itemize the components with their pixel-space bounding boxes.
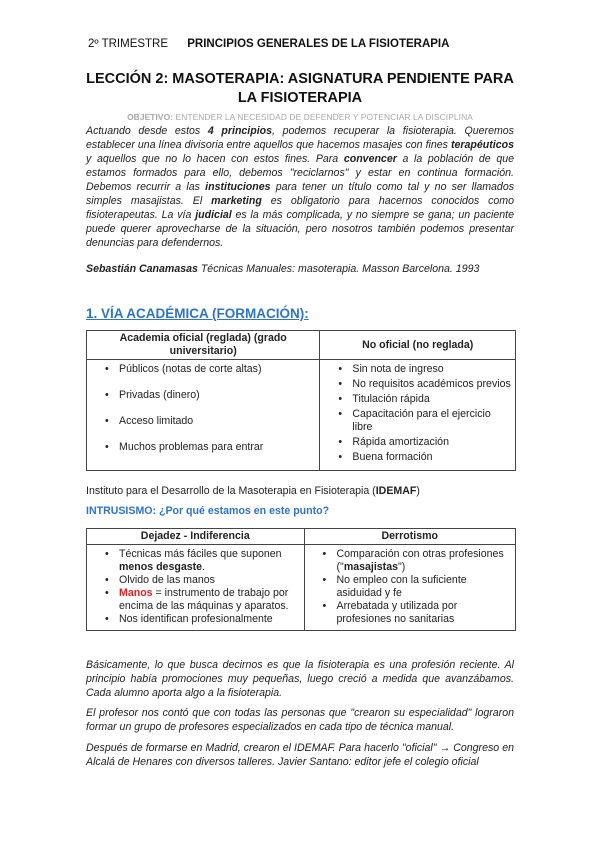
academic-table-header-row — [87, 331, 516, 360]
objective-label: OBJETIVO: — [127, 112, 174, 122]
lesson-title — [86, 70, 514, 108]
unofficial-cell — [320, 360, 516, 471]
lesson-title-line-1: LECCIÓN 2: MASOTERAPIA: ASIGNATURA PENDIENTE PARA — [86, 71, 514, 87]
official-list — [91, 363, 315, 454]
citation-author: Sebastián Canamasas — [86, 263, 198, 275]
intro-bold-judicial: judicial — [195, 209, 232, 221]
item-highlight-manos: Manos — [119, 587, 153, 599]
list-item: • Nos identifican profesionalmente — [119, 613, 300, 626]
list-item: • No empleo con la suficiente asiduidad y fe — [337, 574, 511, 600]
institute-acronym: IDEMAF — [375, 485, 417, 497]
official-cell — [87, 360, 320, 471]
intrusismo-table — [86, 528, 516, 631]
list-item — [119, 587, 300, 613]
list-item: • Rápida amortización — [352, 436, 511, 449]
section-academic-title: 1. VÍA ACADÉMICA (FORMACIÓN): — [86, 306, 309, 321]
intrusismo-col-dejadez: Dejadez - Indiferencia — [87, 529, 305, 545]
citation — [86, 263, 479, 275]
item-text: Comparación con otras profesiones (" — [336, 548, 504, 573]
intro-text-4: a la población de que estamos formados para ello, debemos "reciclarnos" y estar en continua formación. Debemos recurrir a las — [86, 153, 515, 193]
intrusismo-heading: INTRUSISMO: ¿Por qué estamos en este punto? — [86, 505, 330, 517]
institute-text: Instituto para el Desarrollo de la Masoterapia en Fisioterapia ( — [86, 485, 376, 497]
page-header — [88, 38, 449, 50]
trimester-label: 2º TRIMESTRE — [88, 38, 169, 50]
academic-col-unofficial: No oficial (no reglada) — [320, 331, 516, 360]
item-bold: menos desgaste — [119, 561, 203, 573]
list-item: • Muchos problemas para entrar — [119, 441, 315, 454]
list-item — [337, 548, 511, 574]
closing-paragraph-3: Después de formarse en Madrid, crearon el IDEMAF. Para hacerlo "oficial" → Congreso en Alcalá de Henares con diversos talleres. Javier Santano: editor jefe el colegio oficial — [86, 742, 514, 768]
institute-line — [86, 485, 420, 497]
list-item: • Acceso limitado — [119, 415, 315, 428]
objective-text: ENTENDER LA NECESIDAD DE DEFENDER Y POTENCIAR LA DISCIPLINA — [173, 112, 473, 122]
list-item: • Sin nota de ingreso — [352, 363, 511, 376]
intro-text-1: Actuando desde estos — [86, 125, 208, 137]
item-bold: masajistas — [343, 561, 398, 573]
dejadez-list — [91, 548, 300, 626]
intrusismo-table-header-row — [87, 529, 516, 545]
institute-close: ) — [416, 485, 420, 497]
intro-bold-convencer: convencer — [343, 153, 397, 165]
list-item: • Olvido de las manos — [119, 574, 300, 587]
intro-text-7: es la más complicada, y no siempre se gana; un paciente puede querer aprovecharse de la situación, pero nosotros también podemos presentar denuncias para defendernos. — [86, 209, 514, 249]
academic-table-row — [87, 360, 516, 471]
closing-paragraph-1: Básicamente, lo que busca decirnos es que la fisioterapia es una profesión reciente. Al principio había promociones muy pequeñas, luego creció a medida que avanzábamos. Cada alumno aporta algo a la fisioterapia. — [86, 659, 514, 699]
item-text: = instrumento de trabajo por encima de las máquinas y aparatos. — [119, 587, 289, 612]
list-item: • Públicos (notas de corte altas) — [119, 363, 315, 376]
unofficial-list — [324, 363, 511, 464]
list-item: • Capacitación para el ejercicio libre — [352, 408, 511, 434]
intro-text-5: para tener un título como tal y no ser llamados simples masajistas. El — [86, 181, 515, 207]
intro-bold-instituciones: instituciones — [205, 181, 271, 193]
intro-bold-terapeuticos: terapéuticos — [451, 139, 514, 151]
intrusismo-col-derrotismo: Derrotismo — [304, 529, 515, 545]
item-text: Técnicas más fáciles que suponen — [119, 548, 282, 560]
list-item: • Buena formación — [352, 451, 511, 464]
citation-reference: Técnicas Manuales: masoterapia. Masson Barcelona. 1993 — [197, 263, 480, 275]
intrusismo-table-row — [87, 545, 516, 631]
course-title: PRINCIPIOS GENERALES DE LA FISIOTERAPIA — [187, 38, 450, 50]
academic-col-official: Academia oficial (reglada) (grado universitario) — [87, 331, 320, 360]
list-item: • Arrebatada y utilizada por profesiones no sanitarias — [337, 600, 511, 626]
item-text: . — [202, 561, 205, 573]
intro-paragraph — [86, 124, 514, 250]
item-text: ") — [398, 561, 406, 573]
list-item: • No requisitos académicos previos — [352, 378, 511, 391]
closing-paragraph-2: El profesor nos contó que con todas las personas que "crearon su especialidad" lograron formar un grupo de profesores especializados en cada tipo de técnica manual. — [86, 707, 514, 733]
dejadez-cell — [87, 545, 305, 631]
intro-text-6: es obligatorio para hacernos conocidos como fisioterapeutas. La vía — [86, 195, 514, 221]
intro-bold-principios: 4 principios — [207, 125, 273, 137]
academic-table — [86, 330, 516, 471]
list-item: • Privadas (dinero) — [119, 389, 315, 402]
intro-bold-marketing: marketing — [211, 195, 262, 207]
lesson-title-line-2: LA FISIOTERAPIA — [237, 90, 363, 106]
derrotismo-cell — [304, 545, 515, 631]
list-item: • Titulación rápida — [352, 393, 511, 406]
intro-text-3: y aquellos que no lo hacen con estos fines. Para — [86, 153, 344, 165]
list-item — [119, 548, 300, 574]
derrotismo-list — [309, 548, 511, 626]
objective — [86, 112, 514, 122]
intro-text-2: , podemos recuperar la fisioterapia. Queremos establecer una línea divisoria entre aquellos que hacemos masajes con fines — [86, 125, 514, 151]
